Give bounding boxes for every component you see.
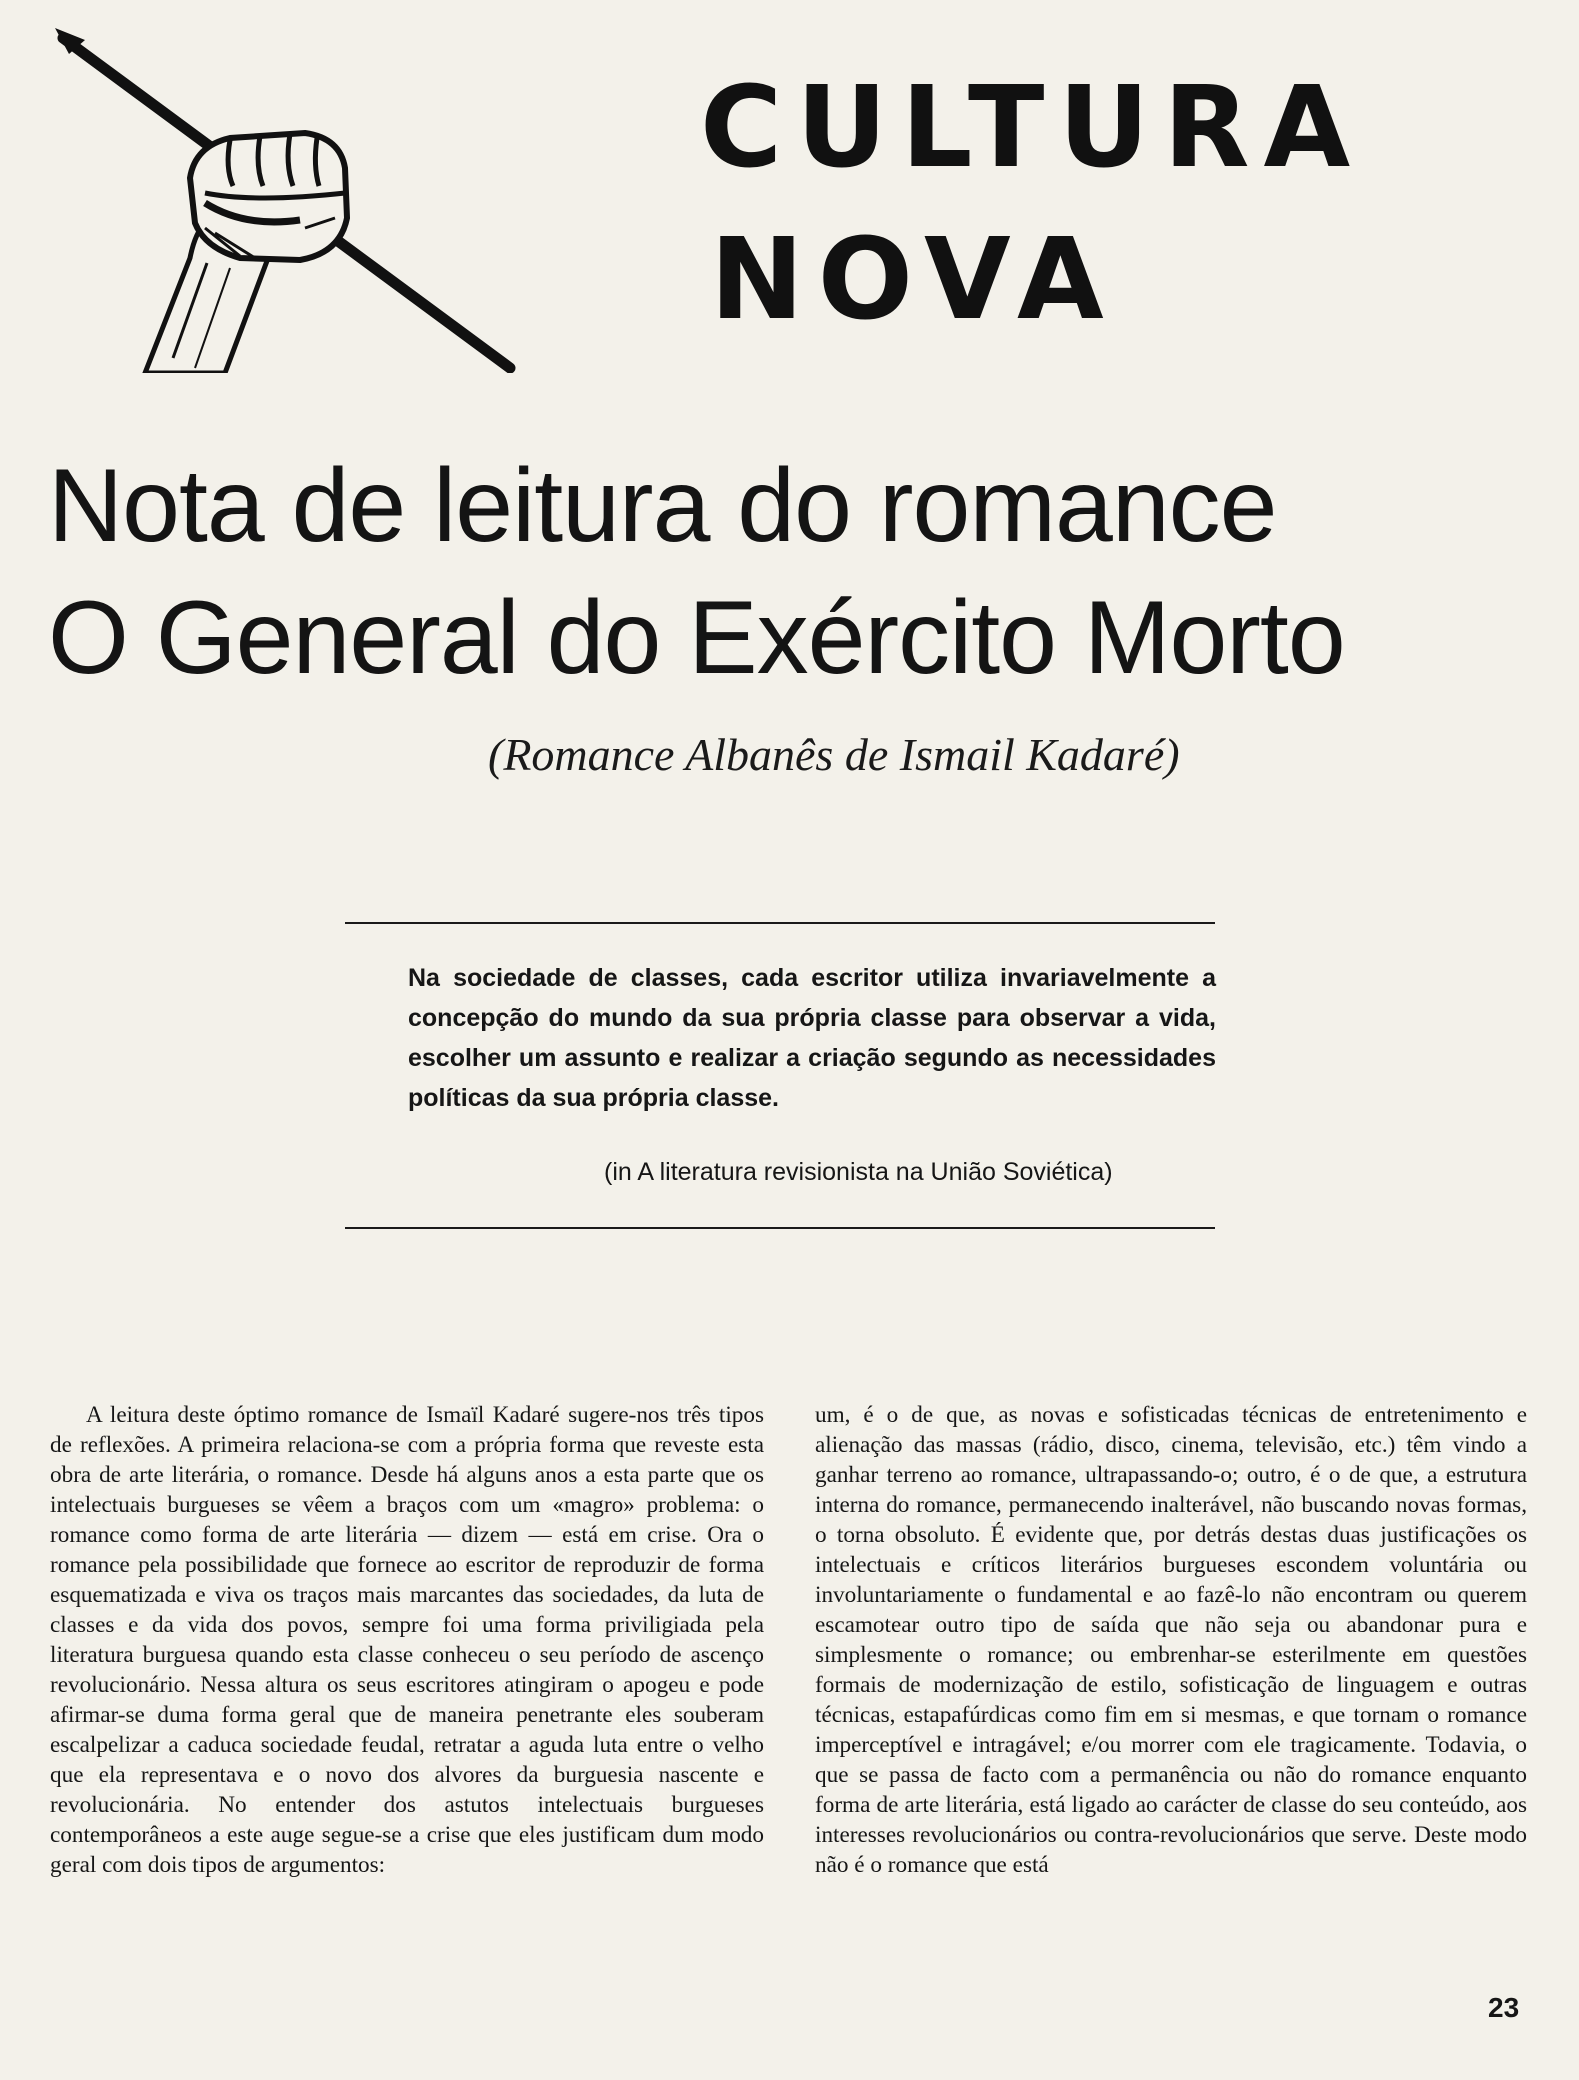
body-column-right: um, é o de que, as novas e sofisticadas técnicas de entretenimento e alienação das massas (rádio, disco, cinema, televisão, etc.) têm vindo a ganhar terreno ao romance, ultrapassando-o; outro, é o de que, a estrutura interna do romance, permanecendo inalterável, não buscando novas formas, o torna obsoluto. É evidente que, por detrás destas duas justificações os intelectuais e críticos literários burgueses escondem voluntária ou involuntariamente o fundamental e ao fazê-lo não encontram ou querem escamotear outro tipo de saída que não seja ou abandonar pura e simplesmente o romance; ou embrenhar-se esterilmente em questões formais de modernização de estilo, sofisticação de linguagem e outras técnicas, estapafúrdicas como fim em si mesmas, e que tornam o romance imperceptível e intragável; e/ou morrer com ele tragicamente. Todavia, o que se passa de facto com a permanência ou não do romance enquanto forma de arte literária, está ligado ao carácter de classe do seu conteúdo, aos interesses revolucionários ou contra-revolucionários que serve. Deste modo não é o romance que está (815, 1402, 1527, 1878)
body-column-left: A leitura deste óptimo romance de Ismaïl Kadaré sugere-nos três tipos de reflexões. A primeira relaciona-se com a própria forma que reveste esta obra de arte literária, o romance. Desde há alguns anos a esta parte que os intelectuais burgueses se vêem a braços com um «magro» problema: o romance como forma de arte literária — dizem — está em crise. Ora o romance pela possibilidade que fornece ao escritor de reproduzir de forma esquematizada e viva os traços mais marcantes das sociedades, da luta de classes e da vida dos povos, sempre foi uma forma priviligiada pela literatura burguesa quando esta classe conheceu o seu período de ascenço revolucionário. Nessa altura os seus escritores atingiram o apogeu e pode afirmar-se duma forma geral que de maneira penetrante eles souberam escalpelizar a caduca sociedade feudal, retratar a aguda luta entre o velho que ela representava e o novo dos alvores da burguesia nascente e revolucionária. No entender dos astutos intelectuais burgueses contemporâneos a este auge segue-se a crise que eles justificam dum modo geral com dois tipos de argumentos: (50, 1402, 764, 1878)
epigraph-source: (in A literatura revisionista na União Soviética) (604, 1158, 1113, 1186)
headline-line-2: O General do Exército Morto (48, 580, 1345, 696)
epigraph-quote: Na sociedade de classes, cada escritor utiliza invariavelmente a concepção do mundo da sua própria classe para observar a vida, escolher um assunto e realizar a criação segundo as necessidades políticas da sua própria classe. (408, 964, 1216, 1112)
magazine-brand (700, 63, 1365, 345)
quote-bottom-rule (345, 1227, 1215, 1229)
article-subtitle: (Romance Albanês de Ismail Kadaré) (488, 729, 1180, 780)
page-number: 23 (1488, 1992, 1520, 2023)
quote-top-rule (345, 922, 1215, 924)
headline-line-1: Nota de leitura do romance (48, 448, 1277, 564)
fist-with-pen-icon (55, 28, 525, 373)
brand-line-2: NOVA (710, 215, 1118, 345)
article-headline (48, 440, 1548, 704)
brand-line-1: CULTURA (700, 63, 1365, 193)
